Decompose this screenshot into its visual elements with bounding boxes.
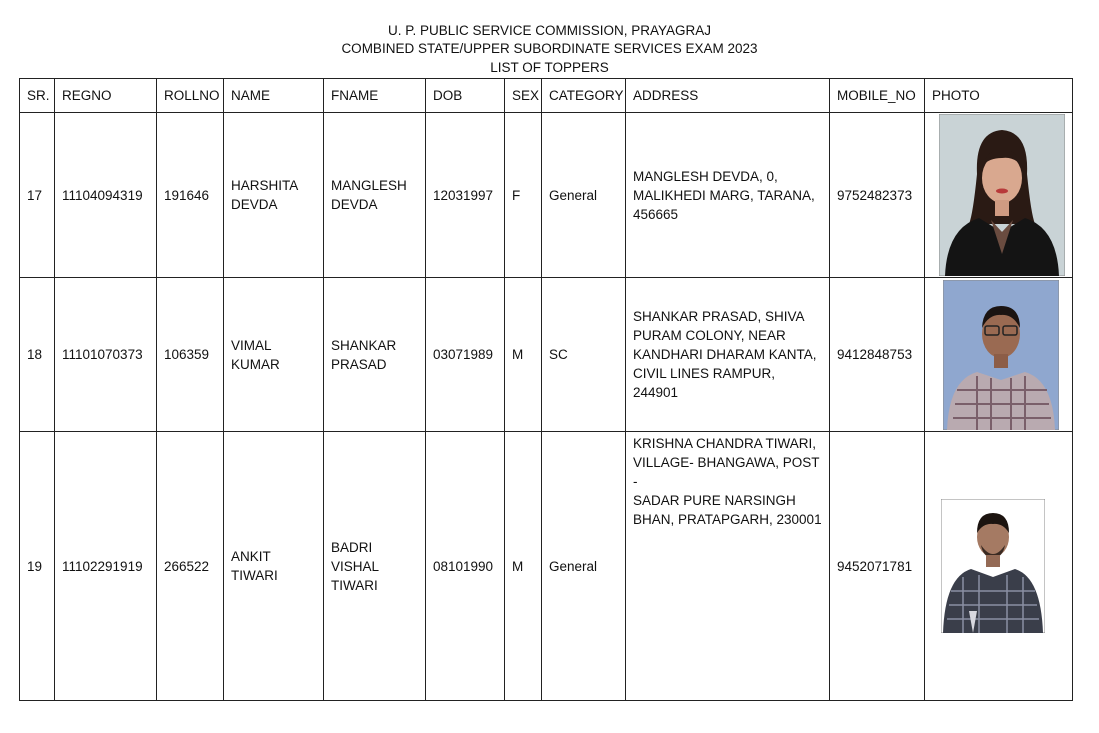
cell-name [224, 278, 324, 432]
address-line: SHANKAR PRASAD, SHIVA [633, 309, 805, 324]
col-header-category: CATEGORY [542, 79, 626, 113]
candidate-photo [943, 280, 1059, 430]
cell-fname [324, 432, 426, 701]
cell-photo [925, 278, 1073, 432]
fname-line: BADRI [331, 539, 373, 555]
table-row [20, 113, 1073, 278]
candidate-photo [941, 499, 1045, 633]
cell-fname [324, 113, 426, 278]
cell-rollno: 106359 [157, 278, 224, 432]
cell-mobile: 9752482373 [830, 113, 925, 278]
cell-category: General [542, 432, 626, 701]
col-header-sr: SR. [20, 79, 55, 113]
name-line: VIMAL [231, 337, 272, 353]
fname-line: MANGLESH [331, 178, 407, 193]
name-line: ANKIT [231, 549, 271, 564]
name-line: HARSHITA [231, 178, 299, 193]
cell-photo [925, 113, 1073, 278]
cell-name [224, 432, 324, 701]
col-header-fname: FNAME [324, 79, 426, 113]
cell-address [626, 113, 830, 278]
name-line: DEVDA [231, 197, 278, 212]
cell-rollno: 266522 [157, 432, 224, 701]
address-line: KANDHARI DHARAM KANTA, [633, 347, 817, 362]
candidate-photo [939, 114, 1065, 276]
table-header-row [20, 79, 1073, 113]
cell-sr: 19 [20, 432, 55, 701]
fname-line: VISHAL [331, 558, 380, 574]
address-line: MALIKHEDI MARG, TARANA, [633, 187, 815, 203]
cell-mobile: 9412848753 [830, 278, 925, 432]
fname-line: PRASAD [331, 356, 387, 372]
cell-category: General [542, 113, 626, 278]
cell-dob: 03071989 [426, 278, 505, 432]
col-header-mobile: MOBILE_NO [830, 79, 925, 113]
cell-category: SC [542, 278, 626, 432]
cell-sr: 18 [20, 278, 55, 432]
table-row [20, 278, 1073, 432]
cell-sex: F [505, 113, 542, 278]
cell-regno: 11104094319 [55, 113, 157, 278]
cell-regno: 11102291919 [55, 432, 157, 701]
col-header-dob: DOB [426, 79, 505, 113]
cell-name [224, 113, 324, 278]
address-line: SADAR PURE NARSINGH [633, 493, 796, 508]
cell-rollno: 191646 [157, 113, 224, 278]
col-header-address: ADDRESS [626, 79, 830, 113]
address-line: BHAN, PRATAPGARH, 230001 [633, 512, 822, 527]
col-header-name: NAME [224, 79, 324, 113]
address-line: VILLAGE- BHANGAWA, POST - [633, 455, 820, 489]
address-line: MANGLESH DEVDA, 0, [633, 168, 778, 184]
address-line: CIVIL LINES RAMPUR, 244901 [633, 366, 776, 400]
header-line-1: U. P. PUBLIC SERVICE COMMISSION, PRAYAGRAJ [387, 23, 712, 38]
fname-line: SHANKAR [331, 337, 397, 353]
address-line: PURAM COLONY, NEAR [633, 328, 786, 343]
cell-sex: M [505, 278, 542, 432]
cell-address [626, 278, 830, 432]
cell-address [626, 432, 830, 701]
cell-mobile: 9452071781 [830, 432, 925, 701]
address-line: 456665 [633, 206, 679, 222]
cell-photo [925, 432, 1073, 701]
col-header-rollno: ROLLNO [157, 79, 224, 113]
header-line-2: COMBINED STATE/UPPER SUBORDINATE SERVICES EXAM 2023 [341, 41, 758, 56]
col-header-sex: SEX [505, 79, 542, 113]
header-line-3: LIST OF TOPPERS [490, 60, 609, 75]
cell-regno: 11101070373 [55, 278, 157, 432]
address-line: KRISHNA CHANDRA TIWARI, [633, 436, 817, 451]
cell-sex: M [505, 432, 542, 701]
cell-fname [324, 278, 426, 432]
col-header-photo: PHOTO [925, 79, 1073, 113]
toppers-table [19, 78, 1073, 701]
cell-sr: 17 [20, 113, 55, 278]
cell-dob: 12031997 [426, 113, 505, 278]
fname-line: DEVDA [331, 197, 378, 212]
fname-line: TIWARI [331, 577, 378, 593]
cell-dob: 08101990 [426, 432, 505, 701]
table-row [20, 432, 1073, 701]
name-line: KUMAR [231, 356, 280, 372]
name-line: TIWARI [231, 568, 278, 583]
col-header-regno: REGNO [55, 79, 157, 113]
